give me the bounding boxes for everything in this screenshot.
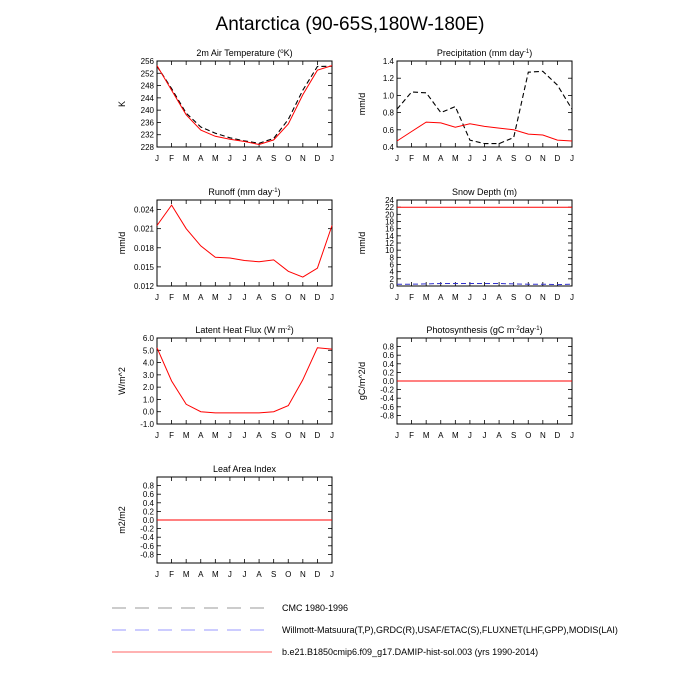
- x-tick-label: A: [496, 154, 502, 163]
- x-tick-label: D: [314, 293, 321, 302]
- y-tick-label: 0.0: [382, 377, 394, 386]
- x-tick-label: J: [570, 293, 574, 302]
- x-tick-label: A: [496, 431, 502, 440]
- x-tick-label: J: [242, 293, 247, 302]
- x-tick-label: J: [155, 431, 159, 440]
- x-tick-label: J: [155, 154, 159, 163]
- x-tick-label: D: [314, 570, 321, 579]
- panel-title: Latent Heat Flux (W $m^{-2}$): [195, 325, 294, 335]
- panel-title: Precipitation (mm day$^{-1}$): [436, 48, 533, 58]
- y-tick-label: 0.6: [382, 125, 394, 135]
- y-tick-label: 0: [389, 282, 394, 291]
- x-tick-label: M: [182, 293, 190, 302]
- x-tick-label: O: [525, 154, 532, 163]
- y-tick-label: 2: [389, 274, 394, 284]
- x-tick-label: J: [395, 293, 399, 302]
- panel-2: [117, 187, 334, 302]
- x-tick-label: O: [285, 431, 292, 440]
- y-tick-label: 14: [385, 231, 394, 241]
- y-axis-label: mm/d: [117, 231, 127, 255]
- x-tick-label: O: [285, 154, 292, 163]
- y-tick-label: 6: [389, 260, 394, 270]
- x-tick-label: F: [169, 293, 175, 302]
- y-tick-label: 5.0: [142, 346, 154, 356]
- x-tick-label: M: [422, 293, 430, 302]
- y-tick-label: 256: [140, 57, 154, 66]
- x-tick-label: S: [270, 570, 277, 579]
- x-tick-label: S: [510, 154, 517, 163]
- series-line-obs: [157, 66, 332, 143]
- x-tick-label: M: [211, 293, 219, 302]
- y-tick-label: -0.8: [380, 411, 394, 421]
- y-tick-label: 0.024: [133, 205, 154, 215]
- y-tick-label: -0.6: [380, 402, 394, 412]
- y-tick-label: 18: [385, 217, 394, 227]
- x-tick-label: D: [554, 154, 561, 163]
- x-tick-label: F: [409, 293, 415, 302]
- x-tick-label: N: [299, 154, 306, 163]
- x-tick-label: S: [270, 154, 277, 163]
- x-tick-label: F: [169, 154, 175, 163]
- x-tick-label: M: [211, 154, 219, 163]
- y-tick-label: 0.2: [382, 368, 394, 378]
- panel-4: [117, 325, 334, 440]
- series-line-model: [397, 122, 572, 141]
- x-tick-label: M: [211, 570, 219, 579]
- y-tick-label: 16: [385, 224, 394, 234]
- x-tick-label: A: [198, 431, 204, 440]
- y-tick-label: 6.0: [142, 334, 154, 343]
- panel-6: [117, 464, 334, 579]
- x-tick-label: O: [285, 293, 292, 302]
- x-tick-label: J: [155, 293, 159, 302]
- x-tick-label: A: [438, 154, 444, 163]
- y-tick-label: 1.0: [382, 91, 394, 101]
- x-tick-label: J: [395, 431, 399, 440]
- x-tick-label: M: [182, 154, 190, 163]
- y-axis-label: W/m^2: [117, 367, 127, 395]
- y-tick-label: 240: [140, 106, 154, 116]
- y-tick-label: 232: [140, 130, 154, 140]
- y-axis-label: gC/m^2/d: [357, 361, 367, 401]
- x-tick-label: S: [510, 431, 517, 440]
- y-tick-label: 22: [385, 203, 394, 213]
- x-tick-label: F: [409, 154, 415, 163]
- x-tick-label: J: [330, 293, 334, 302]
- panel-3: [357, 187, 574, 302]
- panel-5: [357, 325, 574, 440]
- x-tick-label: J: [227, 431, 232, 440]
- panel-title: Runoff (mm day$^{-1}$): [208, 187, 281, 197]
- y-tick-label: 4.0: [142, 358, 154, 368]
- y-tick-label: 0.0: [142, 516, 154, 525]
- x-tick-label: O: [525, 293, 532, 302]
- x-tick-label: S: [270, 431, 277, 440]
- x-tick-label: D: [554, 293, 561, 302]
- x-tick-label: D: [314, 431, 321, 440]
- y-tick-label: 8: [389, 253, 394, 263]
- x-tick-label: J: [227, 154, 232, 163]
- y-tick-label: 0.4: [382, 143, 394, 152]
- x-tick-label: N: [299, 431, 306, 440]
- y-tick-label: 248: [140, 81, 154, 91]
- x-tick-label: D: [314, 154, 321, 163]
- panel-title: Leaf Area Index: [212, 464, 277, 474]
- y-tick-label: 1.2: [382, 74, 394, 84]
- x-tick-label: J: [242, 154, 247, 163]
- y-tick-label: 228: [140, 143, 154, 152]
- x-tick-label: J: [242, 570, 247, 579]
- y-tick-label: 4: [389, 267, 394, 277]
- y-tick-label: -0.2: [380, 385, 394, 395]
- y-tick-label: 0.8: [142, 481, 154, 491]
- panel-title: Photosynthesis (gC $m^{-2}day^{-1}$): [426, 325, 543, 335]
- x-tick-label: A: [198, 293, 204, 302]
- plot-frame: [157, 61, 332, 147]
- y-tick-label: 252: [140, 69, 154, 79]
- x-tick-label: J: [330, 154, 334, 163]
- y-tick-label: 3.0: [142, 370, 154, 380]
- figure-title: Antarctica (90-65S,180W-180E): [215, 14, 485, 35]
- y-tick-label: 0.6: [142, 490, 154, 500]
- x-tick-label: N: [539, 154, 546, 163]
- x-tick-label: S: [270, 293, 277, 302]
- y-tick-label: -0.6: [140, 541, 154, 551]
- x-tick-label: J: [570, 154, 574, 163]
- x-tick-label: A: [256, 431, 262, 440]
- legend-label-2: b.e21.B1850cmip6.f09_g17.DAMIP-hist-sol.003 (yrs 1990-2014): [282, 647, 539, 657]
- y-tick-label: 0.021: [133, 224, 154, 234]
- x-tick-label: J: [155, 570, 159, 579]
- y-axis-label: mm/d: [357, 92, 367, 116]
- x-tick-label: J: [330, 431, 334, 440]
- y-tick-label: 0.6: [382, 351, 394, 361]
- y-tick-label: -0.8: [140, 550, 154, 560]
- x-tick-label: A: [198, 570, 204, 579]
- y-tick-label: 244: [140, 93, 154, 103]
- y-tick-label: 236: [140, 118, 154, 128]
- x-tick-label: M: [182, 431, 190, 440]
- x-tick-label: J: [242, 431, 247, 440]
- x-tick-label: S: [510, 293, 517, 302]
- x-tick-label: J: [227, 293, 232, 302]
- x-tick-label: J: [330, 570, 334, 579]
- x-tick-label: N: [539, 293, 546, 302]
- y-tick-label: 0.8: [382, 108, 394, 118]
- y-tick-label: 0.018: [133, 243, 154, 253]
- y-tick-label: -0.2: [140, 524, 154, 534]
- y-tick-label: 1.4: [382, 57, 394, 66]
- x-tick-label: M: [422, 431, 430, 440]
- x-tick-label: D: [554, 431, 561, 440]
- x-tick-label: A: [256, 570, 262, 579]
- legend: [112, 603, 618, 657]
- x-tick-label: J: [482, 154, 487, 163]
- series-line-model: [157, 66, 332, 145]
- y-tick-label: -0.4: [380, 394, 394, 404]
- x-tick-label: N: [299, 570, 306, 579]
- y-tick-label: 0.4: [142, 498, 154, 508]
- plot-frame: [157, 338, 332, 424]
- plot-frame: [157, 200, 332, 286]
- y-tick-label: 12: [385, 239, 394, 248]
- panel-1: [357, 48, 574, 163]
- x-tick-label: M: [451, 154, 459, 163]
- x-tick-label: J: [467, 293, 472, 302]
- x-tick-label: J: [482, 293, 487, 302]
- y-tick-label: 0.012: [133, 282, 154, 291]
- x-tick-label: F: [169, 570, 175, 579]
- x-tick-label: O: [525, 431, 532, 440]
- y-tick-label: 2.0: [142, 383, 154, 393]
- x-tick-label: M: [182, 570, 190, 579]
- legend-label-0: CMC 1980-1996: [282, 603, 349, 613]
- y-tick-label: 20: [385, 210, 394, 220]
- x-tick-label: M: [211, 431, 219, 440]
- y-tick-label: 1.0: [142, 395, 154, 405]
- x-tick-label: J: [467, 431, 472, 440]
- x-tick-label: A: [198, 154, 204, 163]
- y-axis-label: mm/d: [357, 231, 367, 255]
- y-axis-label: K: [117, 100, 127, 108]
- x-tick-label: F: [169, 431, 175, 440]
- series-line-model: [157, 348, 332, 413]
- y-tick-label: 0.8: [382, 342, 394, 352]
- panel-title: Snow Depth (m): [451, 187, 518, 197]
- y-tick-label: -1.0: [140, 420, 154, 429]
- y-tick-label: 0.2: [142, 507, 154, 517]
- panels: [117, 48, 574, 579]
- x-tick-label: M: [451, 293, 459, 302]
- plot-frame: [397, 200, 572, 286]
- legend-label-1: Willmott-Matsuura(T,P),GRDC(R),USAF/ETAC(S),FLUXNET(LHF,GPP),MODIS(LAI): [282, 625, 618, 635]
- y-tick-label: -0.4: [140, 533, 154, 543]
- x-tick-label: J: [482, 431, 487, 440]
- x-tick-label: A: [256, 293, 262, 302]
- panel-0: [117, 48, 334, 163]
- x-tick-label: A: [438, 431, 444, 440]
- x-tick-label: N: [299, 293, 306, 302]
- x-tick-label: A: [496, 293, 502, 302]
- y-tick-label: 10: [385, 246, 394, 256]
- x-tick-label: A: [438, 293, 444, 302]
- x-tick-label: A: [256, 154, 262, 163]
- x-tick-label: F: [409, 431, 415, 440]
- y-tick-label: 24: [385, 196, 394, 205]
- y-axis-label: m2/m2: [117, 506, 127, 534]
- x-tick-label: J: [570, 431, 574, 440]
- x-tick-label: J: [227, 570, 232, 579]
- x-tick-label: M: [451, 431, 459, 440]
- panel-title: 2m Air Temperature ($^o$K): [196, 48, 293, 58]
- x-tick-label: O: [285, 570, 292, 579]
- x-tick-label: N: [539, 431, 546, 440]
- y-tick-label: 0.0: [142, 407, 154, 417]
- series-line-model: [157, 205, 332, 277]
- x-tick-label: M: [422, 154, 430, 163]
- y-tick-label: 0.015: [133, 262, 154, 272]
- x-tick-label: J: [467, 154, 472, 163]
- series-line-obs: [397, 71, 572, 143]
- x-tick-label: J: [395, 154, 399, 163]
- y-tick-label: 0.4: [382, 359, 394, 369]
